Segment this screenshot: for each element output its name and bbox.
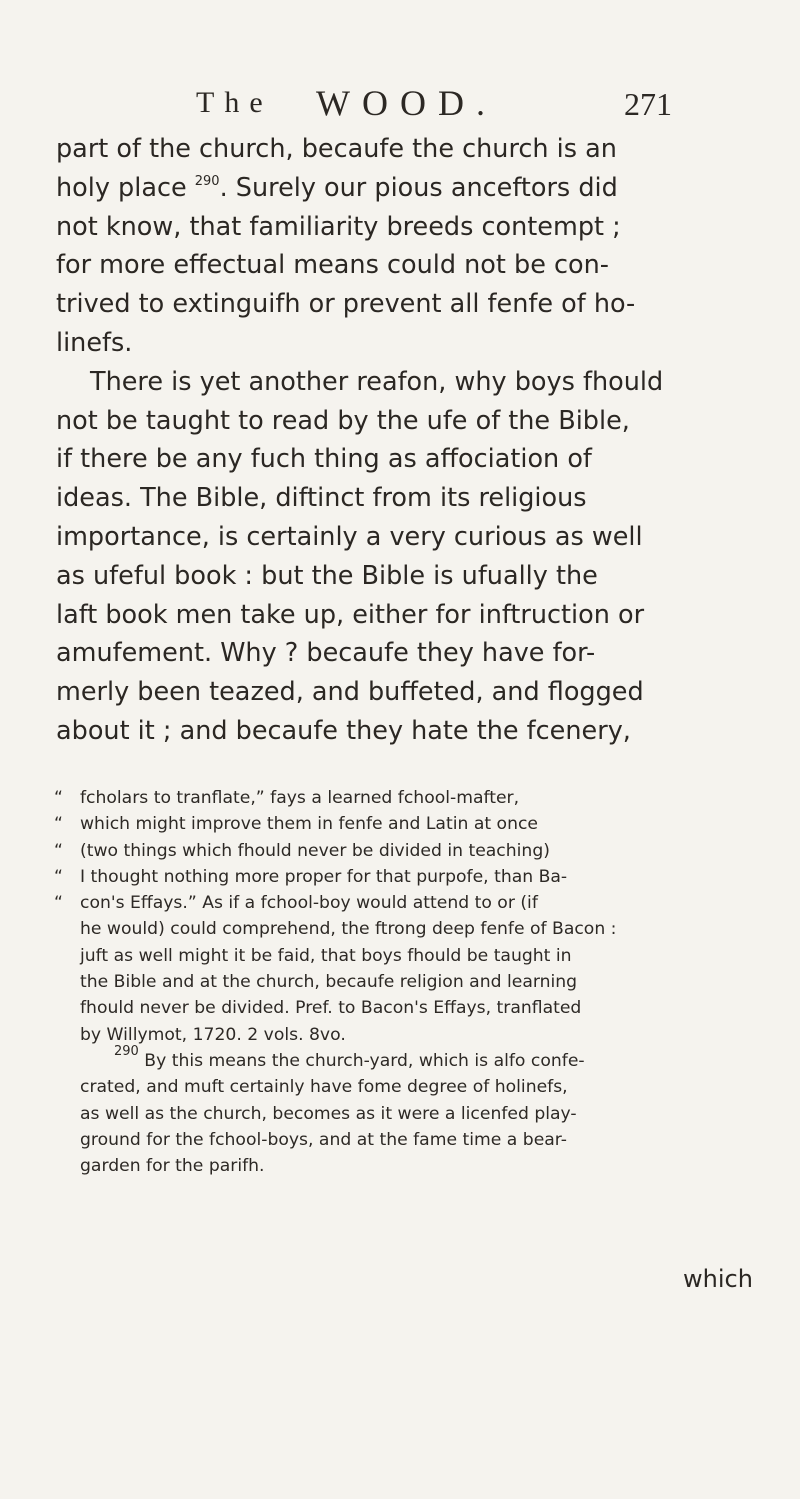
quote-mark: “ <box>54 788 63 808</box>
line-text: importance, is certainly a very curious as well <box>56 521 643 552</box>
main-text <box>56 130 772 751</box>
footnote-line <box>54 1022 774 1048</box>
text-line <box>56 324 772 363</box>
line-text: garden for the parifh. <box>80 1156 265 1177</box>
line-text: if there be any fuch thing as affociation of <box>56 444 592 475</box>
footnote-line <box>54 1127 774 1153</box>
line-text-after: . Surely our pious anceftors did <box>219 172 618 203</box>
quote-mark: “ <box>54 893 63 914</box>
line-text: linefs. <box>56 327 133 358</box>
footnote-line <box>54 943 774 969</box>
line-text: by Willymot, 1720. 2 vols. 8vo. <box>80 1024 346 1045</box>
text-line <box>56 285 772 324</box>
line-text: con's Effays.” As if a fchool-boy would attend to or (if <box>80 893 538 914</box>
line-text: the Bible and at the church, becaufe religion and learning <box>80 972 578 993</box>
catchword: which <box>683 1265 753 1293</box>
footnote-line <box>54 969 774 995</box>
footnote-line <box>54 785 774 811</box>
line-text: he would) could comprehend, the ftrong deep fenfe of Bacon : <box>80 919 617 940</box>
line-text: trived to extinguifh or prevent all fenfe of ho- <box>56 289 636 320</box>
line-text: I thought nothing more proper for that purpofe, than Ba- <box>80 866 568 887</box>
text-line <box>56 673 772 712</box>
text-line <box>56 169 772 208</box>
quote-mark: “ <box>54 866 63 887</box>
line-text: laft book men take up, either for inftruction or <box>56 599 645 630</box>
line-text: fhould never be divided. Pref. to Bacon's Effays, tranflated <box>80 998 582 1019</box>
quote-mark: “ <box>54 814 63 835</box>
footnote-line <box>54 995 774 1021</box>
line-text: ideas. The Bible, diftinct from its religious <box>56 483 587 514</box>
footnote-line <box>54 1101 774 1127</box>
line-text: amufement. Why ? becaufe they have for- <box>56 638 596 669</box>
footnote-line <box>54 811 774 837</box>
footnote-line <box>54 1074 774 1100</box>
footnote-ref: 290 <box>114 1043 139 1059</box>
line-text-after: By this means the church-yard, which is alfo confe- <box>138 1050 585 1071</box>
text-line <box>56 363 772 402</box>
line-text: as well as the church, becomes as it were a licenfed play- <box>80 1103 577 1124</box>
footnote-line <box>54 1043 774 1074</box>
text-line <box>56 712 772 751</box>
line-text: crated, and muft certainly have fome degree of holinefs, <box>80 1077 568 1098</box>
text-line <box>56 596 772 635</box>
footnote-line <box>54 916 774 942</box>
footnote-line <box>54 1153 774 1179</box>
text-line <box>56 557 772 596</box>
text-line <box>56 208 772 247</box>
running-head-the: The <box>196 86 273 119</box>
running-head-title: WOOD. <box>316 83 497 123</box>
text-line <box>56 634 772 673</box>
footnote-line <box>54 890 774 916</box>
text-line <box>56 402 772 441</box>
text-line <box>56 246 772 285</box>
text-line <box>56 479 772 518</box>
line-text: (two things which fhould never be divided in teaching) <box>80 840 550 861</box>
text-line <box>56 440 772 479</box>
line-text: part of the church, becaufe the church is an <box>56 134 617 164</box>
text-line <box>56 518 772 557</box>
line-text: fcholars to tranflate,” fays a learned fchool-mafter, <box>80 788 520 808</box>
running-head <box>196 83 756 126</box>
line-text: which might improve them in fenfe and Latin at once <box>80 814 538 835</box>
line-text: ground for the fchool-boys, and at the fame time a bear- <box>80 1129 567 1150</box>
text-line <box>56 130 772 169</box>
line-text: for more effectual means could not be con- <box>56 250 609 281</box>
footnote-ref: 290 <box>194 173 220 189</box>
footnotes <box>54 785 774 1179</box>
page-number: 271 <box>624 86 672 122</box>
line-text: juft as well might it be faid, that boys fhould be taught in <box>80 945 572 966</box>
line-text: not know, that familiarity breeds contempt ; <box>56 211 621 242</box>
line-text: There is yet another reafon, why boys fhould <box>90 366 664 397</box>
line-text: merly been teazed, and buffeted, and flogged <box>56 677 644 708</box>
line-text: not be taught to read by the ufe of the Bible, <box>56 405 630 436</box>
footnote-line <box>54 864 774 890</box>
quote-mark: “ <box>54 840 63 861</box>
line-text: about it ; and becaufe they hate the fcenery, <box>56 715 631 746</box>
footnote-line <box>54 838 774 864</box>
line-text: as ufeful book : but the Bible is ufually the <box>56 560 598 591</box>
line-text: holy place <box>56 172 195 203</box>
